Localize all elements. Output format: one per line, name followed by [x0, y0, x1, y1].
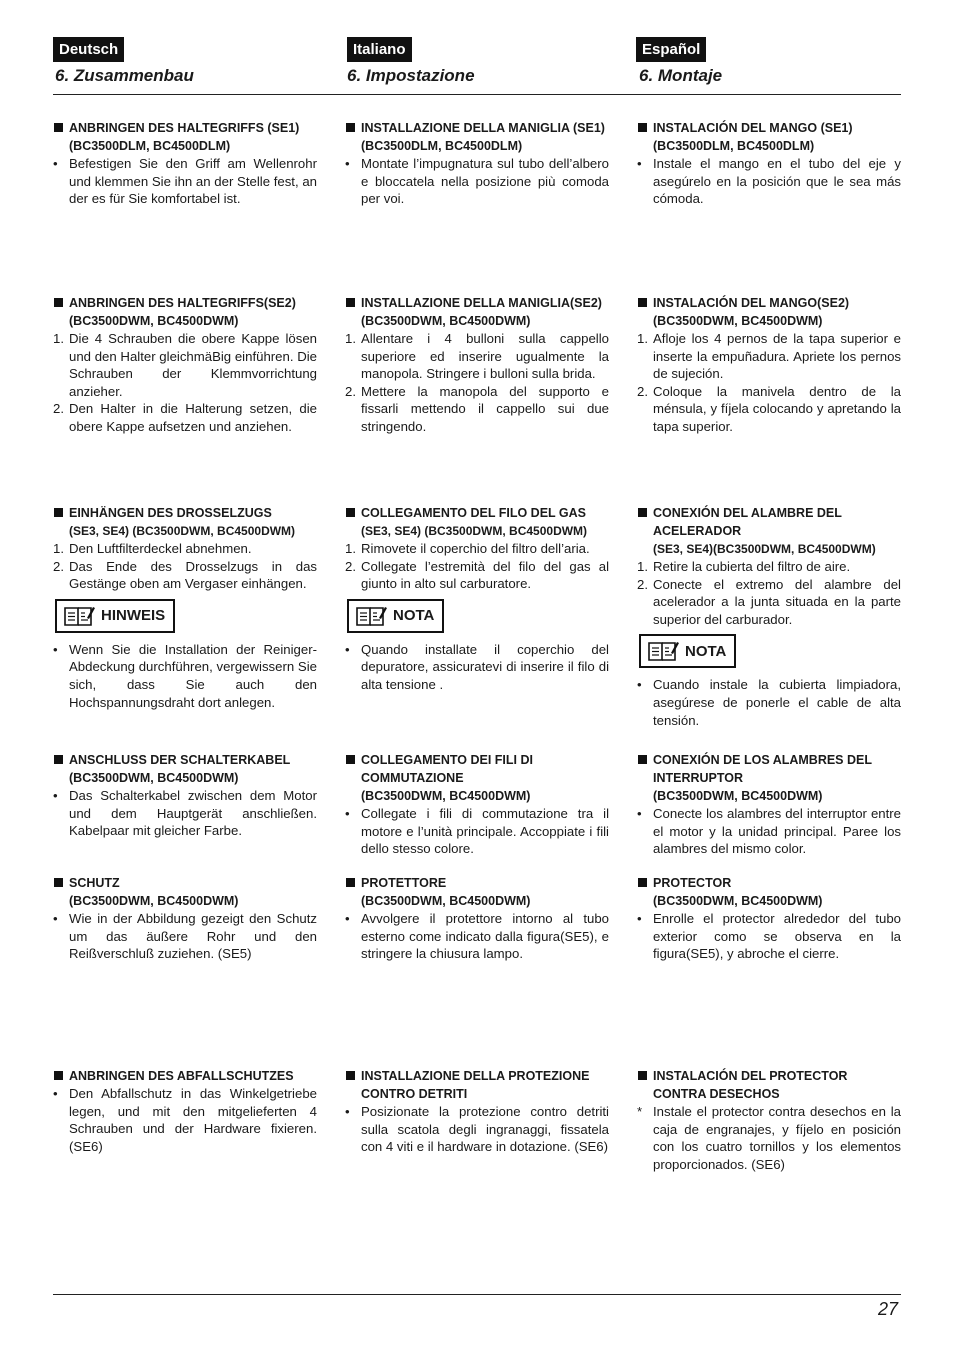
section-title: COLLEGAMENTO DEI FILI DI COMMUTAZIONE — [361, 753, 533, 785]
instruction-item — [345, 558, 609, 593]
item-marker: 2. — [637, 383, 648, 399]
note-item — [53, 641, 317, 711]
item-marker: 2. — [53, 558, 64, 574]
item-marker: 2. — [345, 383, 356, 399]
black-square-icon — [638, 755, 647, 764]
note-list — [345, 641, 609, 694]
instruction-item — [637, 558, 901, 576]
black-square-icon — [346, 123, 355, 132]
section-heading — [637, 751, 901, 805]
section-heading — [345, 1067, 609, 1103]
instruction-item — [637, 330, 901, 383]
model-label: (SE3, SE4) (BC3500DWM, BC4500DWM) — [69, 524, 296, 538]
note-box — [639, 634, 736, 668]
item-text: Instale el protector contra desechos en la caja de engranajes, y fíjelo en posición con los cuatro tornillos y los elementos proporcionados. (SE6) — [653, 1104, 901, 1172]
item-marker: • — [345, 641, 350, 657]
item-text: Den Luftfilterdeckel abnehmen. — [69, 541, 252, 556]
instruction-list — [637, 330, 901, 436]
section-title: CONEXIÓN DE LOS ALAMBRES DEL INTERRUPTOR — [653, 753, 872, 785]
section-heading — [53, 504, 317, 540]
section-heading — [53, 874, 317, 910]
section-heading — [637, 294, 901, 330]
section-title: ANSCHLUSS DER SCHALTERKABEL — [69, 753, 291, 767]
language-tab-0: Deutsch — [53, 37, 124, 62]
note-item — [345, 641, 609, 694]
instruction-item — [345, 330, 609, 383]
item-marker: 1. — [637, 331, 648, 346]
note-list — [53, 641, 317, 711]
item-text: Afloje los 4 pernos de la tapa superior e inserte la empuñadura. Apriete los pernos de sujeción. — [653, 331, 901, 382]
black-square-icon — [346, 508, 355, 517]
item-text: Enrolle el protector alrededor del tubo exterior como se observa en la figura(SE5), y abroche el cierre. — [653, 911, 901, 962]
instruction-item — [53, 400, 317, 435]
item-text: Montate l’impugnatura sul tubo dell’albero e bloccatela nella posizione più comoda per voi. — [361, 156, 609, 207]
item-marker: 1. — [53, 331, 64, 346]
section-title: ANBRINGEN DES ABFALLSCHUTZES — [69, 1069, 294, 1083]
instruction-list — [53, 910, 317, 963]
instruction-list — [345, 330, 609, 436]
item-text: Coloque la manivela dentro de la ménsula, y fíjela colocando y apretando la tapa superior. — [653, 383, 901, 434]
item-marker: • — [345, 156, 350, 171]
model-label: (SE3, SE4) (BC3500DWM, BC4500DWM) — [361, 524, 588, 538]
item-text: Cuando instale la cubierta limpiadora, asegúrese de ponerle el cable de alta tensión. — [653, 677, 901, 728]
instruction-item — [345, 910, 609, 963]
instruction-item — [53, 558, 317, 593]
item-marker: • — [345, 911, 350, 926]
section — [345, 874, 609, 963]
section-heading — [53, 119, 317, 155]
black-square-icon — [346, 298, 355, 307]
section-heading — [345, 751, 609, 805]
book-note-icon — [63, 605, 95, 627]
instruction-list — [345, 155, 609, 208]
instruction-item — [53, 1085, 317, 1155]
item-text: Allentare i 4 bulloni sulla cappello superiore ed inserire ugualmente la manopola. Stringere i bulloni sulla brida. — [361, 331, 609, 382]
black-square-icon — [346, 878, 355, 887]
language-tab-2: Español — [636, 37, 706, 62]
section-title: INSTALACIÓN DEL MANGO(SE2) — [653, 296, 850, 310]
section — [53, 119, 317, 208]
model-label: (BC3500DWM, BC4500DWM) — [361, 789, 531, 803]
book-note-icon — [355, 605, 387, 627]
model-label: (BC3500DWM, BC4500DWM) — [653, 789, 823, 803]
item-marker: 2. — [53, 401, 64, 417]
section-title: INSTALLAZIONE DELLA PROTEZIONE CONTRO DETRITI — [361, 1069, 590, 1101]
item-marker: 1. — [345, 541, 356, 556]
item-marker: 1. — [637, 559, 648, 574]
black-square-icon — [54, 1071, 63, 1080]
section — [345, 751, 609, 858]
section-title: CONEXIÓN DEL ALAMBRE DEL ACELERADOR — [653, 506, 842, 538]
instruction-list — [53, 1085, 317, 1155]
item-text: Quando installate il coperchio del depuratore, assicuratevi di inserire il filo di alta tensione . — [361, 641, 609, 692]
black-square-icon — [638, 1071, 647, 1080]
section-title: ANBRINGEN DES HALTEGRIFFS (SE1) — [69, 121, 300, 135]
item-text: Rimovete il coperchio del filtro dell’aria. — [361, 541, 590, 556]
instruction-list — [53, 540, 317, 593]
item-marker: • — [53, 641, 58, 657]
instruction-list — [345, 1103, 609, 1156]
section-title: INSTALLAZIONE DELLA MANIGLIA(SE2) — [361, 296, 602, 310]
section-title: EINHÄNGEN DES DROSSELZUGS — [69, 506, 272, 520]
item-text: Collegate i fili di commutazione tra il motore e l’unità principale. Accoppiate i fili dello stesso colore. — [361, 806, 609, 857]
instruction-item — [345, 1103, 609, 1156]
item-marker: • — [345, 806, 350, 821]
instruction-item — [345, 155, 609, 208]
model-label: (BC3500DWM, BC4500DWM) — [69, 771, 239, 785]
black-square-icon — [346, 755, 355, 764]
instruction-list — [637, 155, 901, 208]
item-text: Die 4 Schrauben die obere Kappe lösen und den Halter gleichmäBig einführen. Die Schrauben der Klemmvorrichtung anzieher. — [69, 331, 317, 399]
item-text: Befestigen Sie den Griff am Wellenrohr und klemmen Sie ihn an der Stelle fest, an der es für Sie komfortabel ist. — [69, 156, 317, 207]
footer-rule — [53, 1294, 901, 1295]
item-text: Retire la cubierta del filtro de aire. — [653, 559, 851, 574]
instruction-list — [345, 540, 609, 593]
section-heading — [345, 874, 609, 910]
item-text: Das Schalterkabel zwischen dem Motor und dem Hauptgerät anschließen. Kabelpaar mit gleicher Farbe. — [69, 788, 317, 839]
item-marker: • — [637, 806, 642, 821]
chapter-title: 6. Zusammenbau — [55, 66, 194, 85]
model-label: (BC3500DWM, BC4500DWM) — [69, 314, 239, 328]
black-square-icon — [638, 878, 647, 887]
section — [345, 119, 609, 208]
section — [637, 504, 901, 729]
section-heading — [53, 751, 317, 787]
instruction-item — [53, 910, 317, 963]
instruction-item — [637, 576, 901, 629]
language-tab-1: Italiano — [347, 37, 412, 62]
black-square-icon — [54, 298, 63, 307]
book-note-icon — [647, 640, 679, 662]
section — [345, 504, 609, 694]
section-heading — [637, 874, 901, 910]
black-square-icon — [54, 123, 63, 132]
instruction-list — [637, 910, 901, 963]
section — [53, 751, 317, 840]
section-title: INSTALACIÓN DEL PROTECTOR CONTRA DESECHOS — [653, 1069, 848, 1101]
note-label: NOTA — [393, 607, 435, 625]
chapter-title: 6. Impostazione — [347, 66, 475, 85]
header-rule — [53, 94, 901, 95]
section — [637, 1067, 901, 1173]
instruction-item — [53, 540, 317, 558]
section — [637, 751, 901, 858]
instruction-list — [637, 558, 901, 628]
section-title: PROTECTOR — [653, 876, 732, 890]
section-title: ANBRINGEN DES HALTEGRIFFS(SE2) — [69, 296, 296, 310]
black-square-icon — [638, 298, 647, 307]
instruction-list — [53, 330, 317, 436]
section — [637, 294, 901, 436]
section — [53, 504, 317, 711]
instruction-item — [637, 155, 901, 208]
item-marker: • — [53, 156, 58, 171]
item-text: Posizionate la protezione contro detriti sulla scatola degli ingranaggi, fissatela con 4 viti e il hardware in dotazione. (SE6) — [361, 1104, 609, 1155]
item-text: Conecte el extremo del alambre del acelerador a la junta situada en la parte superior del carburador. — [653, 576, 901, 627]
section-title: INSTALLAZIONE DELLA MANIGLIA (SE1) — [361, 121, 605, 135]
instruction-list — [637, 805, 901, 858]
instruction-item — [53, 330, 317, 400]
model-label: (BC3500DLM, BC4500DLM) — [361, 139, 523, 153]
note-box — [347, 599, 444, 633]
item-text: Wenn Sie die Installation der Reiniger-Abdeckung durchführen, vergewissern Sie sich, dass Sie auch den Hochspannungsdraht dort anlegen. — [69, 641, 317, 710]
item-marker: 2. — [637, 576, 648, 592]
black-square-icon — [346, 1071, 355, 1080]
instruction-list — [637, 1103, 901, 1173]
note-label: HINWEIS — [101, 607, 166, 625]
item-text: Wie in der Abbildung gezeigt den Schutz um das äußere Rohr und den Reißverschluß zuziehen. (SE5) — [69, 911, 317, 962]
section-heading — [637, 1067, 901, 1103]
section-heading — [53, 294, 317, 330]
instruction-item — [53, 155, 317, 208]
instruction-item — [637, 910, 901, 963]
section — [637, 119, 901, 208]
section-title: INSTALACIÓN DEL MANGO (SE1) — [653, 121, 853, 135]
section — [345, 294, 609, 436]
section-title: COLLEGAMENTO DEL FILO DEL GAS — [361, 506, 587, 520]
instruction-list — [345, 910, 609, 963]
model-label: (BC3500DWM, BC4500DWM) — [361, 894, 531, 908]
black-square-icon — [54, 508, 63, 517]
item-text: Conecte los alambres del interruptor entre el motor y la unidad principal. Paree los alambres del mismo color. — [653, 806, 901, 857]
item-marker: 2. — [345, 558, 356, 574]
section — [53, 874, 317, 963]
instruction-item — [345, 540, 609, 558]
item-marker: • — [637, 677, 642, 693]
section-heading — [345, 504, 609, 540]
black-square-icon — [54, 878, 63, 887]
model-label: (SE3, SE4)(BC3500DWM, BC4500DWM) — [653, 542, 876, 556]
item-text: Collegate l’estremità del filo del gas al giunto in alto sul carburatore. — [361, 558, 609, 592]
item-marker: * — [637, 1104, 643, 1119]
section — [53, 294, 317, 436]
instruction-list — [53, 787, 317, 840]
section-title: PROTETTORE — [361, 876, 447, 890]
black-square-icon — [638, 123, 647, 132]
model-label: (BC3500DWM, BC4500DWM) — [653, 314, 823, 328]
model-label: (BC3500DWM, BC4500DWM) — [69, 894, 239, 908]
item-text: Instale el mango en el tubo del eje y asegúrelo en la posición que le sea más cómoda. — [653, 156, 901, 207]
section — [345, 1067, 609, 1156]
item-text: Avvolgere il protettore intorno al tubo esterno come indicato dalla figura(SE5), e stringere la chiusura lampo. — [361, 911, 609, 962]
section-title: SCHUTZ — [69, 876, 120, 890]
item-marker: • — [53, 1086, 58, 1101]
item-text: Mettere la manopola del supporto e fissarli mettendo il cappello sui due stringendo. — [361, 383, 609, 434]
item-text: Den Abfallschutz in das Winkelgetriebe legen, und mit den mitgelieferten 4 Schrauben und der Hardware fixieren. (SE6) — [69, 1086, 317, 1154]
item-text: Den Halter in die Halterung setzen, die obere Kappe aufsetzen und anziehen. — [69, 401, 317, 434]
note-label: NOTA — [685, 642, 727, 660]
section-heading — [53, 1067, 317, 1085]
instruction-list — [345, 805, 609, 858]
section — [637, 874, 901, 963]
instruction-item — [637, 383, 901, 436]
item-marker: • — [53, 788, 58, 803]
section-heading — [345, 119, 609, 155]
section-heading — [637, 119, 901, 155]
section-heading — [637, 504, 901, 558]
model-label: (BC3500DLM, BC4500DLM) — [69, 139, 231, 153]
item-marker: 1. — [53, 541, 64, 556]
model-label: (BC3500DWM, BC4500DWM) — [653, 894, 823, 908]
item-marker: • — [637, 156, 642, 171]
item-text: Das Ende des Drosselzugs in das Gestänge oben am Vergaser einhängen. — [69, 558, 317, 592]
section-heading — [345, 294, 609, 330]
model-label: (BC3500DWM, BC4500DWM) — [361, 314, 531, 328]
black-square-icon — [638, 508, 647, 517]
instruction-list — [53, 155, 317, 208]
page-number: 27 — [877, 1299, 898, 1319]
note-box — [55, 599, 175, 633]
note-list — [637, 676, 901, 729]
instruction-item — [637, 1103, 901, 1173]
model-label: (BC3500DLM, BC4500DLM) — [653, 139, 815, 153]
item-marker: • — [345, 1104, 350, 1119]
item-marker: • — [637, 911, 642, 926]
black-square-icon — [54, 755, 63, 764]
instruction-item — [637, 805, 901, 858]
instruction-item — [345, 383, 609, 436]
item-marker: • — [53, 911, 58, 926]
instruction-item — [53, 787, 317, 840]
note-item — [637, 676, 901, 729]
chapter-title: 6. Montaje — [639, 66, 723, 85]
section — [53, 1067, 317, 1155]
instruction-item — [345, 805, 609, 858]
item-marker: 1. — [345, 331, 356, 346]
